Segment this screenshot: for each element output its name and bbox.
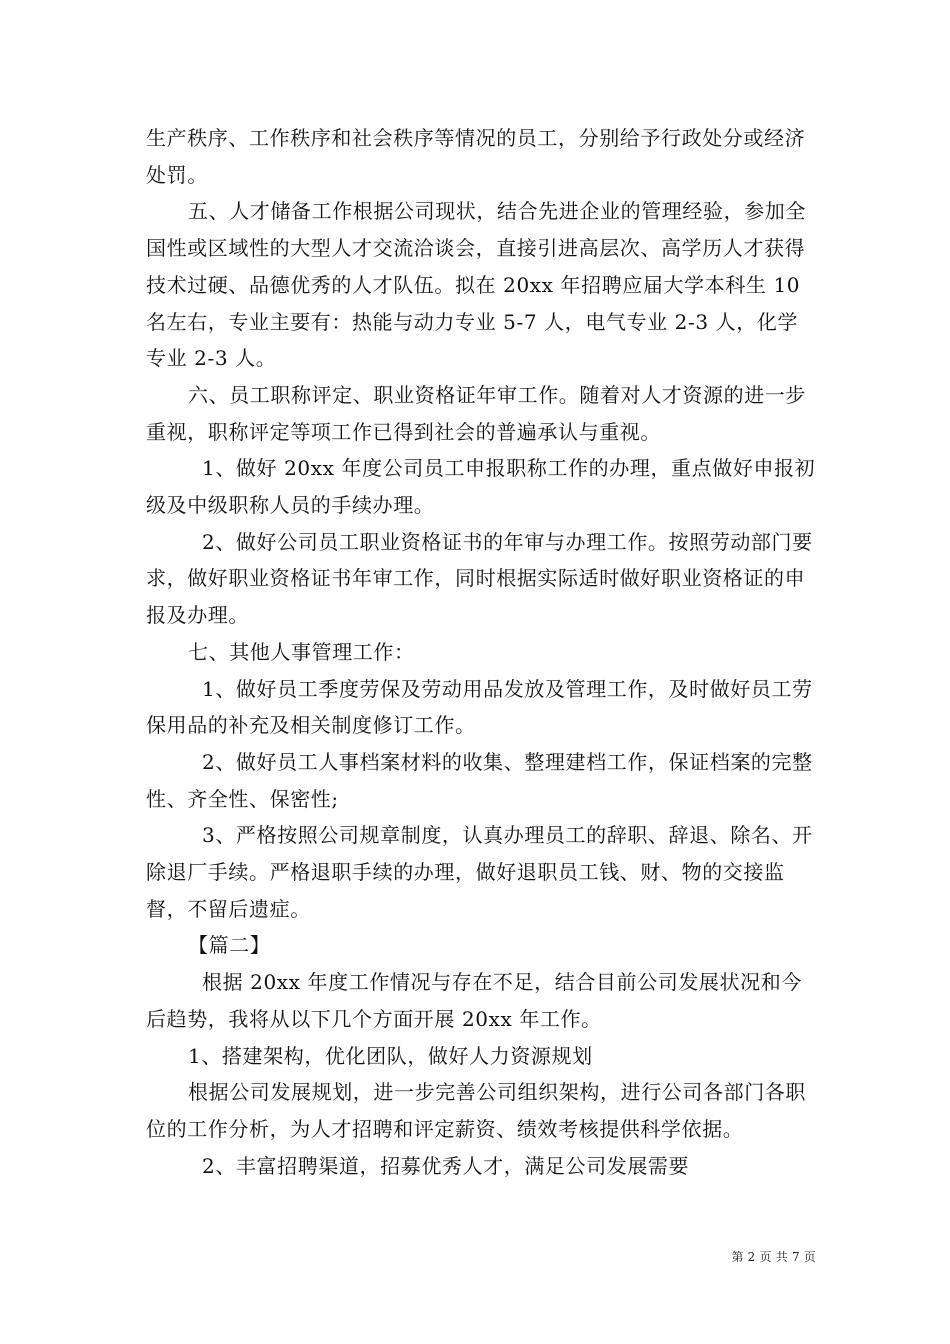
- paragraph-section-5: 五、人才储备工作根据公司现状，结合先进企业的管理经验，参加全国性或区域性的大型人才交流洽谈会，直接引进高层次、高学历人才获得技术过硬、品德优秀的人才队伍。拟在 20xx 年招聘应届大学本科生 10 名左右，专业主要有：热能与动力专业 5-7 人，电气专业 2-3 人，化学专业 2-3 人。: [146, 199, 806, 371]
- paragraph-section-6-item-2: 2、做好公司员工职业资格证书的年审与办理工作。按照劳动部门要求，做好职业资格证书年审工作，同时根据实际适时做好职业资格证的申报及办理。: [146, 529, 813, 628]
- section-heading-part-two: 【篇二】: [188, 933, 271, 958]
- paragraph-section-7-item-3: 3、严格按照公司规章制度，认真办理员工的辞职、辞退、除名、开除退厂手续。严格退职手续的办理，做好退职员工钱、财、物的交接监督，不留后遗症。: [146, 823, 813, 921]
- paragraph-continuation: 生产秩序、工作秩序和社会秩序等情况的员工，分别给予行政处分或经济处罚。: [146, 126, 806, 187]
- paragraph-section-7-item-1: 1、做好员工季度劳保及劳动用品发放及管理工作，及时做好员工劳保用品的补充及相关制度修订工作。: [146, 676, 813, 738]
- paragraph-section-7: 七、其他人事管理工作：: [188, 639, 415, 664]
- paragraph-section-6: 六、员工职称评定、职业资格证年审工作。随着对人才资源的进一步重视，职称评定等项工作已得到社会的普遍承认与重视。: [146, 382, 806, 444]
- page-number-footer: 第 2 页 共 7 页: [731, 1250, 816, 1264]
- paragraph-section-7-item-2: 2、做好员工人事档案材料的收集、整理建档工作，保证档案的完整性、齐全性、保密性;: [146, 749, 813, 811]
- paragraph-part-two-item-2-heading: 2、丰富招聘渠道，招募优秀人才，满足公司发展需要: [202, 1153, 690, 1178]
- paragraph-section-6-item-1: 1、做好 20xx 年度公司员工申报职称工作的办理，重点做好申报初级及中级职称人员的手续办理。: [146, 456, 816, 518]
- paragraph-part-two-item-1-heading: 1、搭建架构，优化团队，做好人力资源规划: [188, 1043, 593, 1068]
- document-body: [146, 120, 816, 1184]
- paragraph-part-two-intro: 根据 20xx 年度工作情况与存在不足，结合目前公司发展状况和今后趋势，我将从以下几个方面开展 20xx 年工作。: [146, 970, 802, 1031]
- paragraph-part-two-item-1-body: 根据公司发展规划，进一步完善公司组织架构，进行公司各部门各职位的工作分析，为人才招聘和评定薪资、绩效考核提供科学依据。: [146, 1080, 806, 1141]
